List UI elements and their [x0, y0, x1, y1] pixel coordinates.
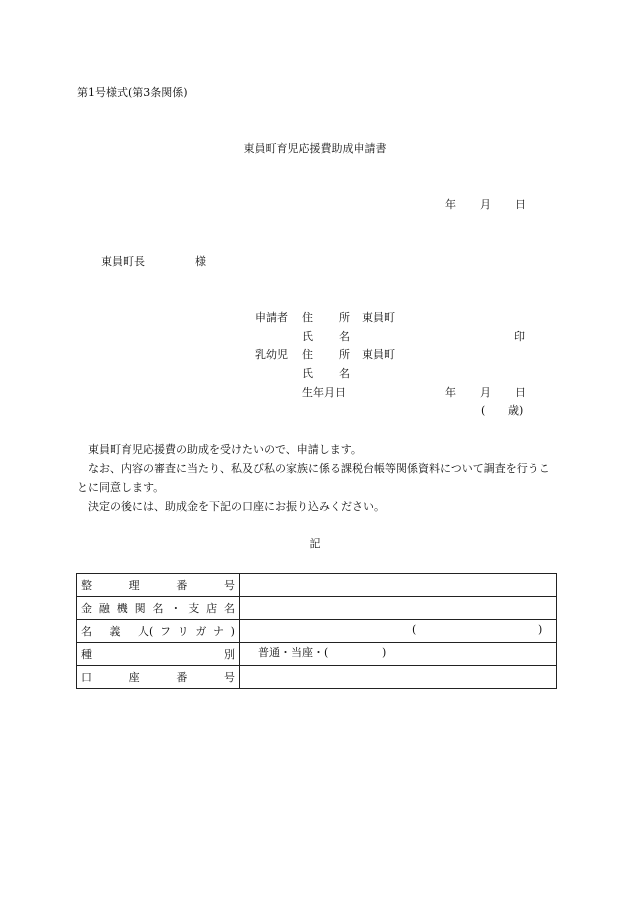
label-char: 名	[81, 624, 92, 638]
label-char: フ	[159, 624, 171, 638]
infant-birth-label: 生年月日	[302, 386, 346, 399]
body-paragraph-3: 決定の後には、助成金を下記の口座にお振り込みください。	[88, 500, 385, 513]
infant-address-label-2: 所	[339, 348, 350, 361]
body-paragraph-2: なお、内容の審査に当たり、私及び私の家族に係る課税台帳等関係資料について調査を行うことに同意します。	[77, 462, 550, 494]
table-row	[77, 574, 557, 597]
label-char: 関	[134, 601, 146, 615]
label-char: 号	[223, 578, 235, 592]
infant-address-value: 東員町	[362, 348, 395, 361]
label-char: 番	[176, 670, 188, 684]
seal-mark: 印	[514, 330, 525, 343]
bank-account-table	[76, 573, 557, 689]
date-year: 年	[445, 198, 456, 211]
label-bank-branch	[77, 597, 240, 620]
table-row	[77, 666, 557, 689]
account-holder-field[interactable]	[240, 620, 557, 643]
account-holder-parens	[244, 624, 552, 638]
date-day: 日	[515, 198, 526, 211]
label-char: 支	[188, 601, 200, 615]
table-row	[77, 643, 557, 666]
addressee-honorific: 様	[195, 255, 206, 268]
spread-text	[81, 603, 235, 614]
applicant-address-label-2: 所	[339, 311, 350, 324]
applicant-address-label-1: 住	[302, 311, 313, 324]
bank-branch-field[interactable]	[240, 597, 557, 620]
addressee-name: 東員町長	[101, 255, 145, 268]
applicant-name-row	[0, 331, 630, 345]
infant-birth-month: 月	[480, 386, 491, 399]
body-paragraph-1: 東員町育児応援費の助成を受けたいので、申請します。	[88, 443, 362, 456]
applicant-name-label-2: 名	[339, 330, 350, 343]
infant-name-label-2: 名	[339, 367, 350, 380]
label-char: 義	[109, 624, 121, 638]
body-text	[77, 440, 557, 516]
spread-text	[81, 626, 149, 637]
infant-name-label-1: 氏	[302, 367, 313, 380]
account-type-field[interactable]	[240, 643, 557, 666]
spread-text	[81, 580, 235, 591]
account-type-options	[244, 647, 552, 661]
label-char: ナ	[212, 624, 224, 638]
infant-birth-row	[0, 387, 630, 401]
account-holder-label-wrap	[81, 626, 235, 637]
spread-text	[81, 649, 235, 660]
infant-birth-day: 日	[515, 386, 526, 399]
account-holder-close: )	[538, 623, 543, 636]
applicant-address-value: 東員町	[362, 311, 395, 324]
spread-text	[149, 626, 235, 637]
label-account-type	[77, 643, 240, 666]
infant-address-row	[0, 349, 630, 363]
label-reference-number	[77, 574, 240, 597]
label-char: 口	[81, 670, 92, 684]
label-char: 種	[81, 647, 92, 661]
account-type-close: )	[382, 646, 387, 659]
infant-birth-year: 年	[445, 386, 456, 399]
label-char: 整	[81, 578, 92, 592]
form-number: 第1号様式(第3条関係)	[77, 86, 188, 99]
label-char: 座	[128, 670, 140, 684]
document-title: 東員町育児応援費助成申請書	[243, 142, 387, 155]
label-char: 融	[98, 601, 110, 615]
label-char: )	[230, 624, 235, 638]
applicant-role: 申請者	[255, 311, 288, 324]
account-holder-open: (	[412, 623, 417, 636]
infant-age-row	[0, 405, 630, 419]
label-char: 機	[116, 601, 128, 615]
label-char: 店	[206, 601, 218, 615]
label-char: 名	[152, 601, 164, 615]
account-type-value: 普通・当座・(	[258, 646, 329, 659]
label-account-number	[77, 666, 240, 689]
label-char: 別	[224, 647, 235, 661]
label-char: 号	[223, 670, 235, 684]
reference-number-field[interactable]	[240, 574, 557, 597]
label-char: リ	[177, 624, 189, 638]
spread-text	[81, 672, 235, 683]
label-char: 人	[138, 624, 149, 638]
label-char: 名	[224, 601, 235, 615]
applicant-name-label-1: 氏	[302, 330, 313, 343]
label-char: (	[149, 624, 154, 638]
date-month: 月	[480, 198, 491, 211]
applicant-address-row	[0, 312, 630, 326]
infant-age-unit: 歳)	[508, 404, 524, 417]
table-row	[77, 620, 557, 643]
label-char: 金	[81, 601, 92, 615]
infant-address-label-1: 住	[302, 348, 313, 361]
account-number-field[interactable]	[240, 666, 557, 689]
label-char: 番	[176, 578, 188, 592]
label-char: ・	[170, 601, 182, 615]
record-heading: 記	[309, 537, 321, 550]
infant-age-open: (	[481, 404, 486, 417]
label-char: 理	[128, 578, 140, 592]
table-row	[77, 597, 557, 620]
label-char: ガ	[195, 624, 207, 638]
infant-name-row	[0, 368, 630, 382]
infant-role: 乳幼児	[255, 348, 288, 361]
label-account-holder	[77, 620, 240, 643]
